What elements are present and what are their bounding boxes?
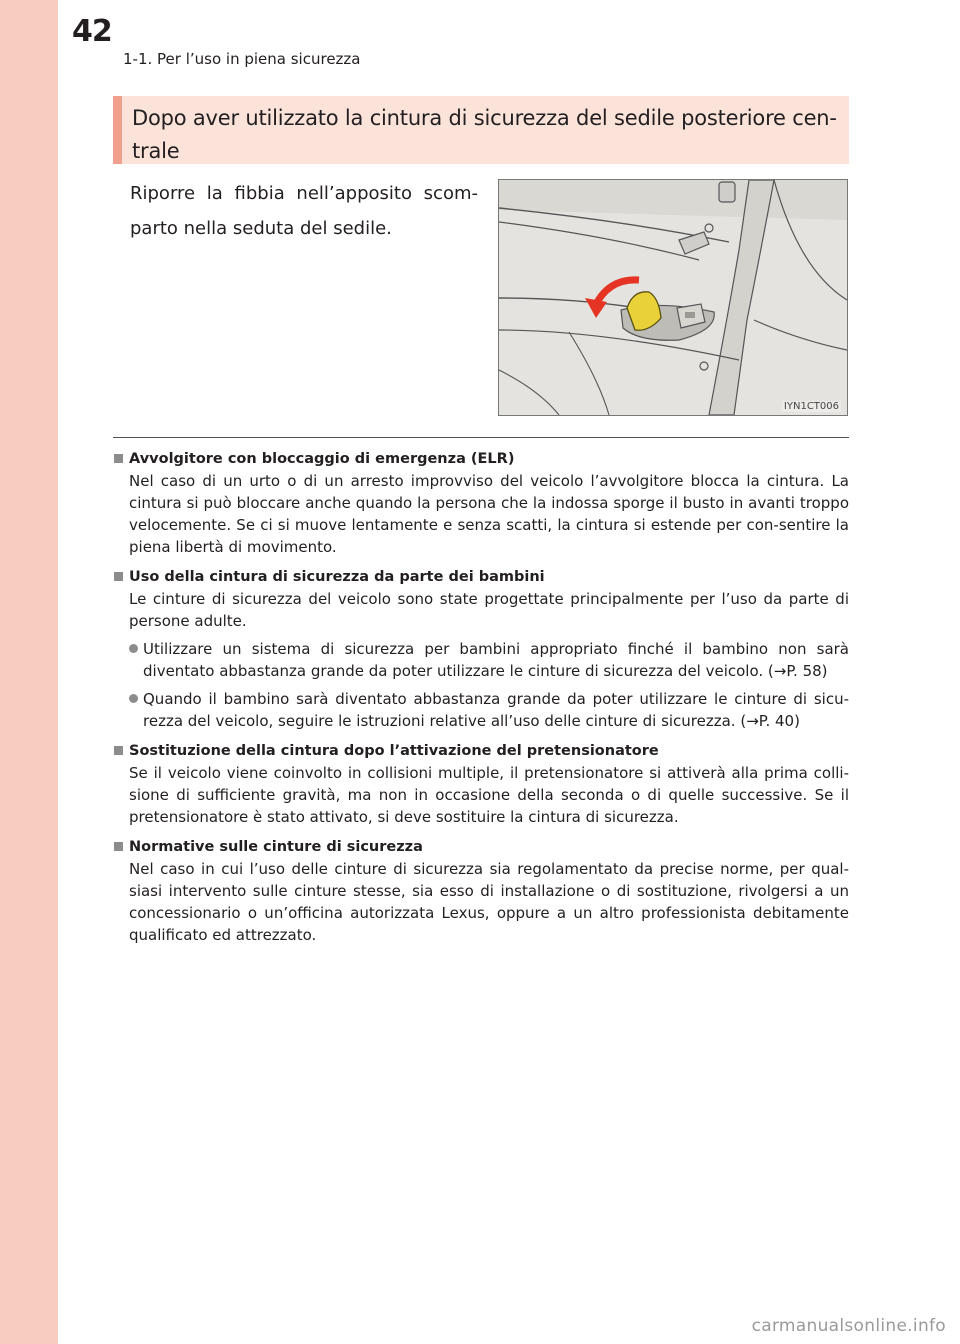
square-bullet-icon <box>114 746 123 755</box>
square-bullet-icon <box>114 454 123 463</box>
note-body: Nel caso di un urto o di un arresto improvviso del veicolo l’avvolgitore blocca la cintura. La cintura si può bloccare anche quando la persona che la indossa sporge il busto in avanti troppo velocemente. Se ci si muove lentamente e senza scatti, la cintura si estende per con-sentire la piena libertà di movimento. <box>129 472 849 556</box>
figure-code: IYN1CT006 <box>783 401 839 412</box>
note-title: Uso della cintura di sicurezza da parte dei bambini <box>129 569 545 585</box>
list-item-text: Utilizzare un sistema di sicurezza per bambini appropriato finché il bambino non sarà diventato abbastanza grande da poter utilizzare le cinture di sicurezza del veicolo. (→P. 58) <box>143 640 849 680</box>
note-body: Le cinture di sicurezza del veicolo sono state progettate principalmente per l’uso da parte di persone adulte. <box>129 590 849 630</box>
note-body: Nel caso in cui l’uso delle cinture di sicurezza sia regolamentato da precise norme, per qual-siasi intervento sulle cinture stesse, sia esso di installazione o di sostituzione, rivolgersi a un concessionario o un’officina autorizzata Lexus, oppure a un altro professionista debitamente qualificato ed attrezzato. <box>129 860 849 944</box>
section-divider <box>113 437 849 438</box>
note-regulations <box>113 836 849 946</box>
note-title: Normative sulle cinture di sicurezza <box>129 839 423 855</box>
note-title: Sostituzione della cintura dopo l’attivazione del pretensionatore <box>129 743 659 759</box>
list-item <box>129 638 849 682</box>
note-title: Avvolgitore con bloccaggio di emergenza (ELR) <box>129 451 515 467</box>
note-pretensioner <box>113 740 849 828</box>
list-item <box>129 688 849 732</box>
section-heading-box <box>113 96 849 164</box>
running-header: 1-1. Per l’uso in piena sicurezza <box>123 50 361 68</box>
round-bullet-icon <box>129 644 138 653</box>
square-bullet-icon <box>114 572 123 581</box>
side-color-band <box>0 0 58 1344</box>
page-number: 42 <box>72 14 112 49</box>
intro-instruction: Riporre la fibbia nell’apposito scom-parto nella seduta del sedile. <box>130 183 478 239</box>
seat-drawing <box>499 180 847 415</box>
note-body: Se il veicolo viene coinvolto in collisioni multiple, il pretensionatore si attiverà alla prima colli-sione di sufficiente gravità, ma non in occasione della seconda o di quelle successive. Se il pretensionatore è stato attivato, si deve sostituire la cintura di sicurezza. <box>129 764 849 826</box>
list-item-text: Quando il bambino sarà diventato abbastanza grande da poter utilizzare le cinture di sicu-rezza del veicolo, seguire le istruzioni relative all’uso delle cinture di sicurezza. (→P. 40) <box>143 690 849 730</box>
square-bullet-icon <box>114 842 123 851</box>
note-children <box>113 566 849 732</box>
section-title: Dopo aver utilizzato la cintura di sicurezza del sedile posteriore cen-trale <box>132 106 837 163</box>
round-bullet-icon <box>129 694 138 703</box>
watermark: carmanualsonline.info <box>751 1316 946 1336</box>
seat-buckle-illustration <box>498 179 848 416</box>
note-elr <box>113 448 849 558</box>
notes-section <box>113 448 849 954</box>
